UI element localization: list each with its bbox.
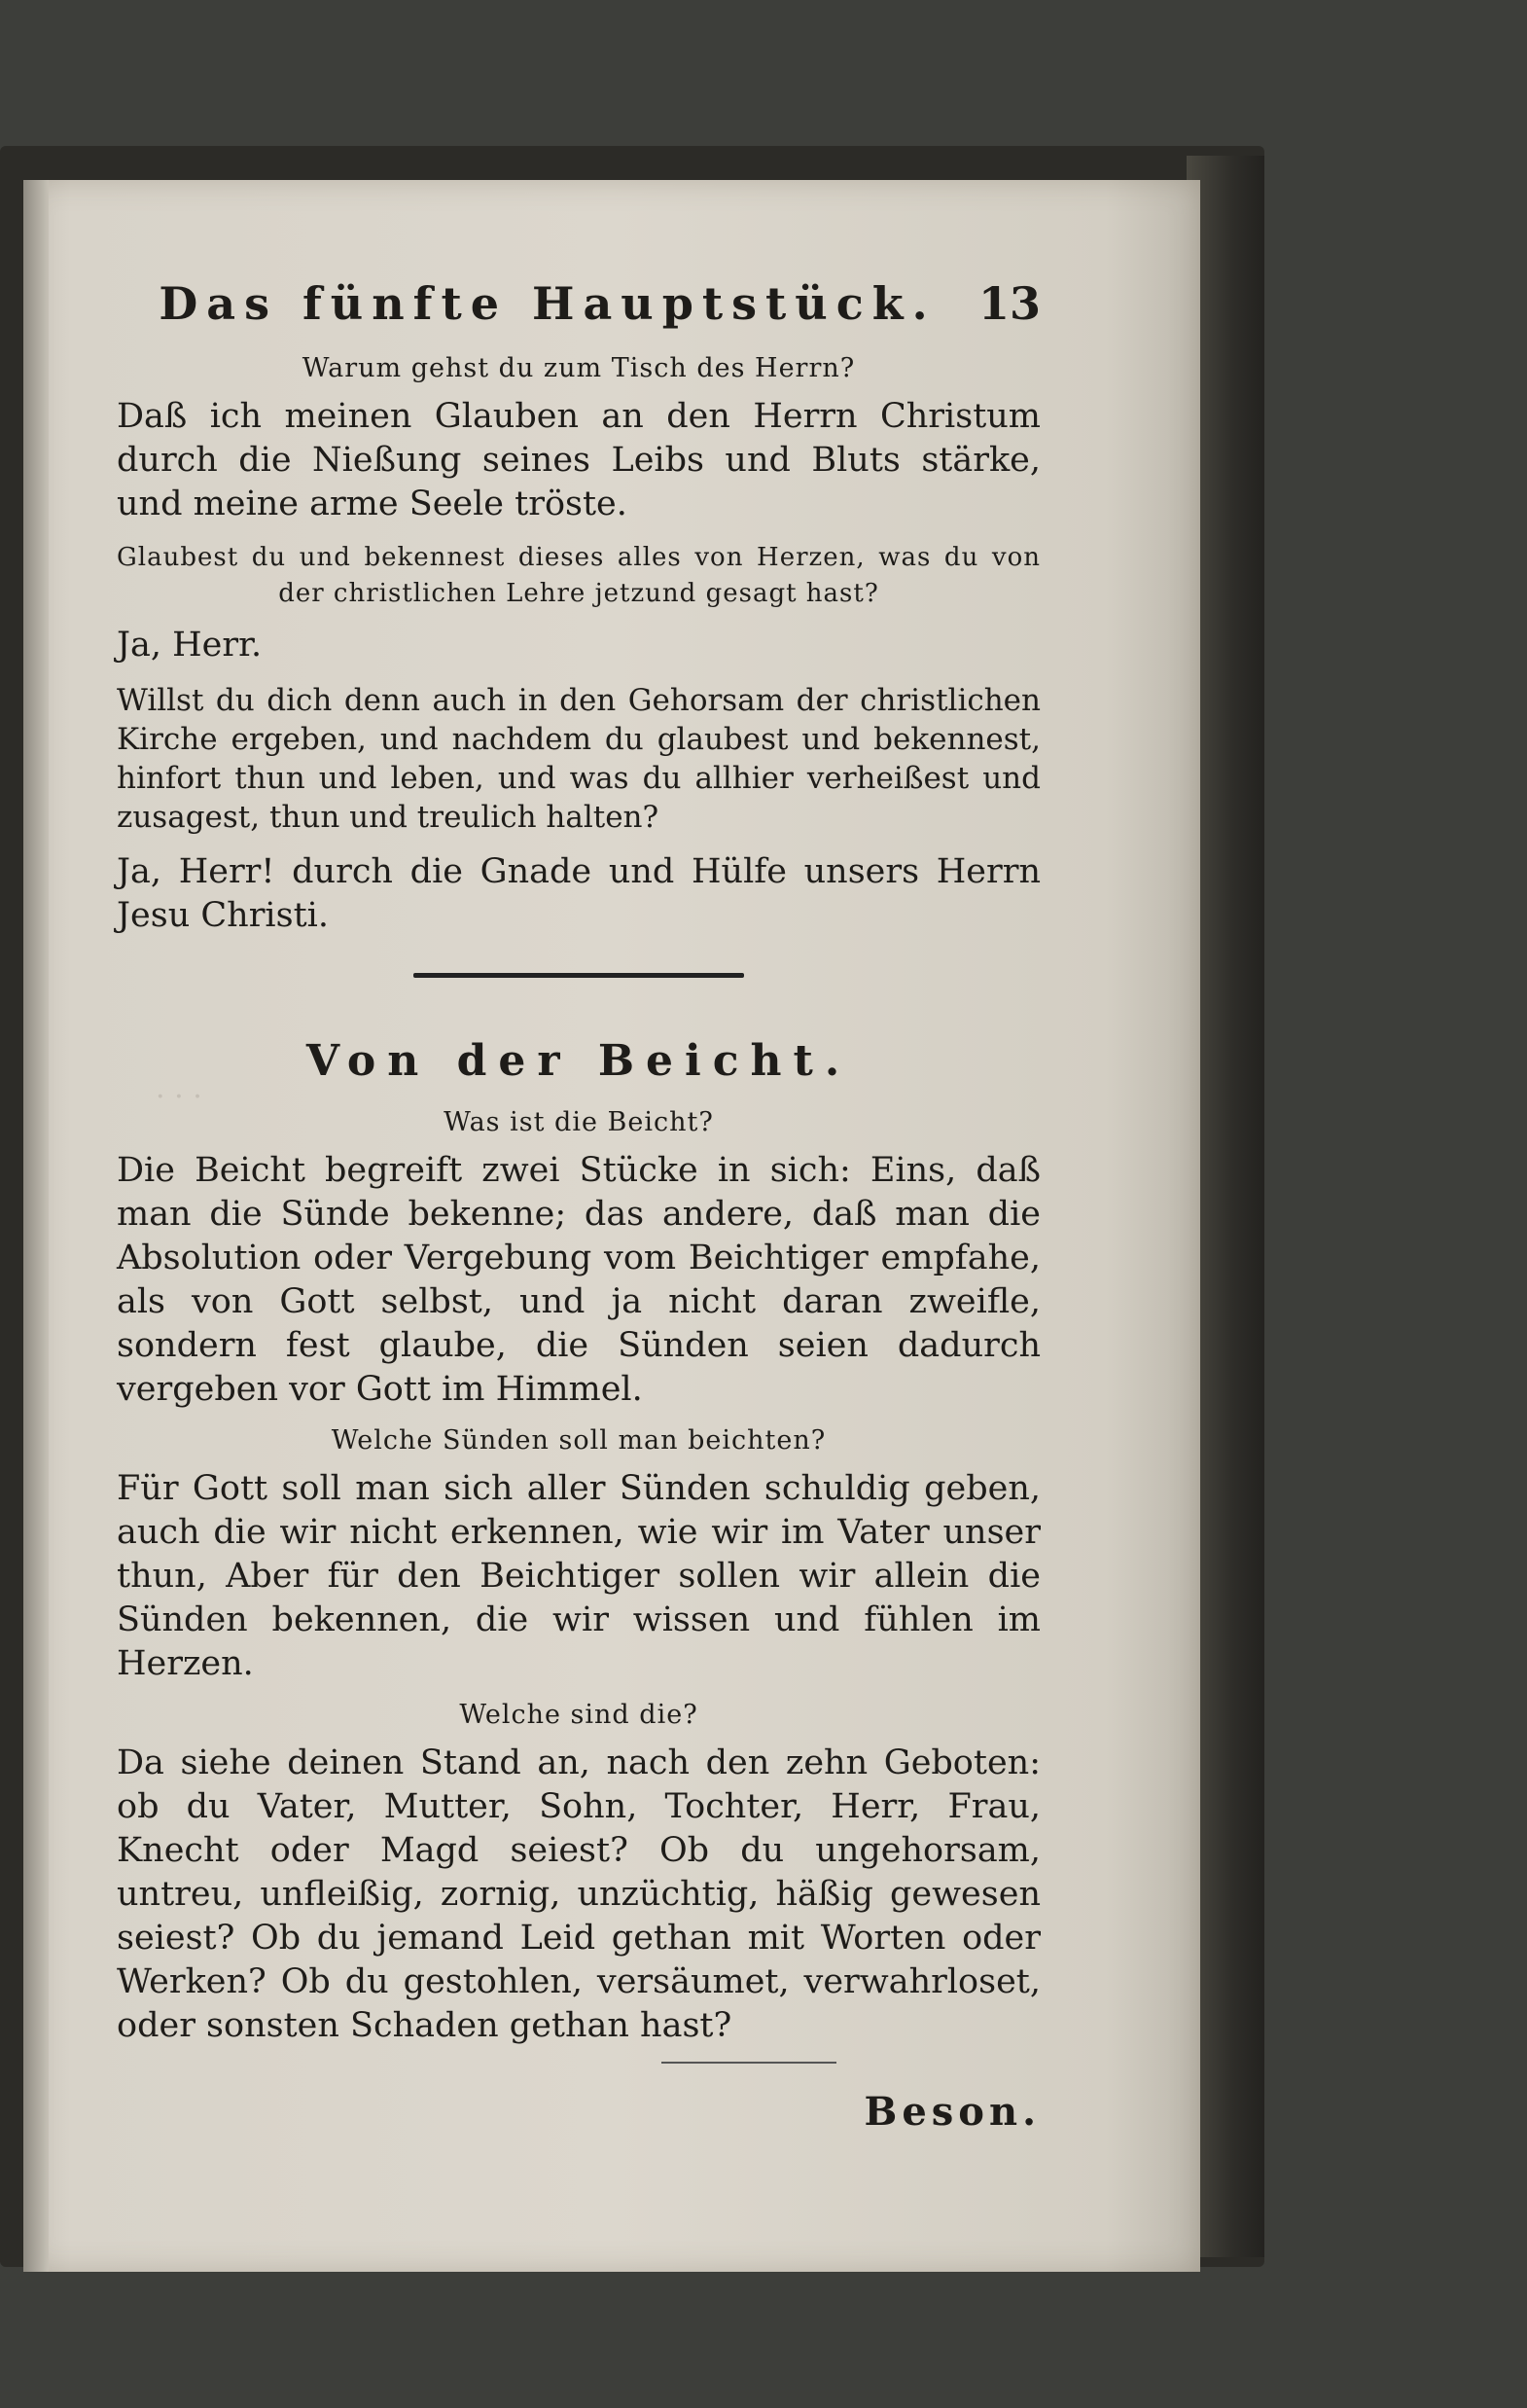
answer: Die Beicht begreift zwei Stücke in sich: Eins, daß man die Sünde bekenne; das andere, daß man die Absolution oder Vergebung vom Beichtiger empfahe, als von Gott selbst, und ja nicht daran zweifle, sondern fest glaube, die Sünden seien dadurch vergeben vor Gott im Himmel. [117,1151,1041,1409]
answer: Da siehe deinen Stand an, nach den zehn Geboten: ob du Vater, Mutter, Sohn, Tochter, Herr, Frau, Knecht oder Magd seiest? Ob du ungehorsam, untreu, unfleißig, zornig, unzüchtig, häßig gewesen seiest? Ob du jemand Leid gethan mit Worten oder Werken? Ob du gestohlen, versäumet, verwahrloset, oder sonsten Schaden gethan hast? [117,1743,1041,2045]
page-content [117,277,1041,2135]
answer: Ja, Herr. [117,626,263,665]
question: Was ist die Beicht? [444,1107,714,1137]
question: Glaubest du und bekennest dieses alles von Herzen, was du von der christlichen Lehre jetzund gesagt hast? [117,543,1041,608]
page-gutter [23,180,49,2272]
answer: Ja, Herr! durch die Gnade und Hülfe unsers Herrn Jesu Christi. [117,852,1041,935]
closing-rule [661,2062,836,2064]
question-long: Willst du dich denn auch in den Gehorsam der christlichen Kirche ergeben, und nachdem du glaubest und bekennest, hinfort thun und leben, und was du allhier verheißest und zusagest, thun und treulich halten? [117,683,1041,835]
question: Warum gehst du zum Tisch des Herrn? [302,353,856,383]
section-divider [413,973,744,978]
question: Welche Sünden soll man beichten? [331,1425,827,1456]
show-through-text: · · · [156,1080,202,1114]
running-head-title: Das fünfte Hauptstück. [159,277,937,330]
page-number: 13 [977,277,1041,330]
running-head [117,277,1041,345]
answer: Für Gott soll man sich aller Sünden schuldig geben, auch die wir nicht erkennen, wie wir im Vater unser thun, Aber für den Beichtiger sollen wir allein die Sünden bekennen, die wir wissen und fühlen im Herzen. [117,1469,1041,1683]
question: Welche sind die? [459,1700,698,1730]
catchword: Beson. [864,2089,1041,2135]
answer: Daß ich meinen Glauben an den Herrn Christum durch die Nießung seines Leibs und Bluts stärke, und meine arme Seele tröste. [117,397,1041,523]
section-heading: Von der Beicht. [305,1036,852,1086]
